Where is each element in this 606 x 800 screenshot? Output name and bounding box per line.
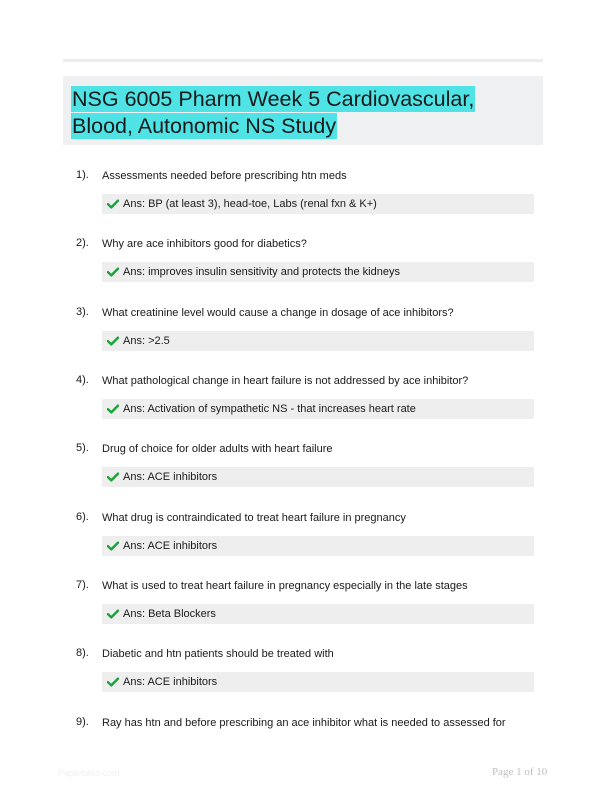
question-text: What creatinine level would cause a change in dosage of ace inhibitors?: [102, 307, 454, 319]
answer-text: Ans: >2.5: [123, 335, 170, 347]
checkmark-icon: [107, 541, 119, 551]
question-text: Drug of choice for older adults with heart failure: [102, 443, 333, 455]
question-number: 4).: [76, 374, 89, 386]
title-box: [63, 76, 543, 145]
answer-box: [102, 604, 534, 624]
answer-text: Ans: ACE inhibitors: [123, 540, 218, 552]
checkmark-icon: [107, 472, 119, 482]
answer-text: Ans: BP (at least 3), head-toe, Labs (renal fxn & K+): [123, 198, 377, 210]
top-divider: [63, 59, 543, 62]
question-number: 1).: [76, 169, 89, 181]
answer-text: Ans: Beta Blockers: [123, 608, 216, 620]
answer-box: [102, 194, 534, 214]
answer-box: [102, 399, 534, 419]
footer-watermark: Paperbliss.com: [58, 768, 120, 778]
answer-box: [102, 262, 534, 282]
question-text: What pathological change in heart failure is not addressed by ace inhibitor?: [102, 375, 469, 387]
checkmark-icon: [107, 609, 119, 619]
question-text: Ray has htn and before prescribing an ace inhibitor what is needed to assessed for: [102, 717, 506, 729]
answer-text: Ans: improves insulin sensitivity and protects the kidneys: [123, 266, 400, 278]
question-text: Why are ace inhibitors good for diabetics?: [102, 238, 307, 250]
checkmark-icon: [107, 267, 119, 277]
question-number: 8).: [76, 647, 89, 659]
question-text: Assessments needed before prescribing htn meds: [102, 170, 347, 182]
answer-text: Ans: ACE inhibitors: [123, 676, 218, 688]
answer-box: [102, 536, 534, 556]
question-number: 7).: [76, 579, 89, 591]
question-text: Diabetic and htn patients should be treated with: [102, 648, 334, 660]
checkmark-icon: [107, 404, 119, 414]
page-number: Page 1 of 10: [492, 766, 548, 778]
question-text: What drug is contraindicated to treat heart failure in pregnancy: [102, 512, 406, 524]
checkmark-icon: [107, 336, 119, 346]
question-number: 6).: [76, 511, 89, 523]
title-highlight: NSG 6005 Pharm Week 5 Cardiovascular, Blood, Autonomic NS Study: [72, 87, 475, 138]
answer-box: [102, 672, 534, 692]
answer-text: Ans: ACE inhibitors: [123, 471, 218, 483]
answer-box: [102, 467, 534, 487]
document-title: [71, 86, 535, 140]
question-text: What is used to treat heart failure in pregnancy especially in the late stages: [102, 580, 468, 592]
answer-box: [102, 331, 534, 351]
question-number: 9).: [76, 716, 89, 728]
answer-text: Ans: Activation of sympathetic NS - that increases heart rate: [123, 403, 416, 415]
question-number: 3).: [76, 306, 89, 318]
question-number: 5).: [76, 442, 89, 454]
checkmark-icon: [107, 199, 119, 209]
checkmark-icon: [107, 677, 119, 687]
question-number: 2).: [76, 237, 89, 249]
